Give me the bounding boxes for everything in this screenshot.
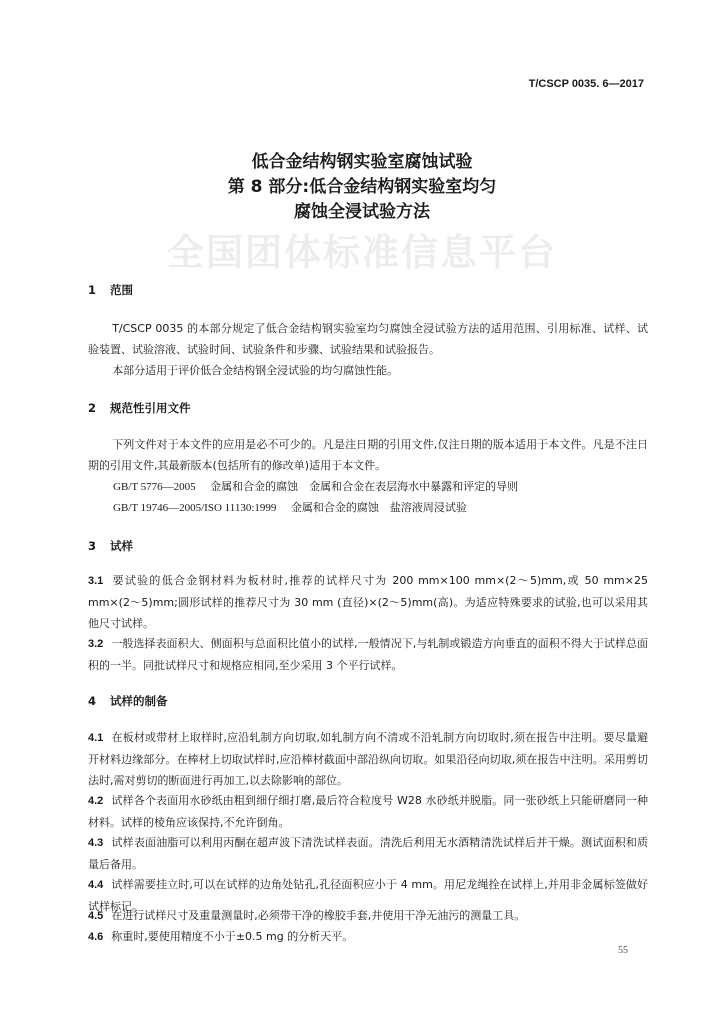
- clause-number: 3.1: [88, 575, 104, 587]
- section-number: 3: [88, 539, 97, 553]
- clause-4-2: [88, 790, 648, 833]
- reference-code: GB/T 19746—2005/ISO 11130:1999: [113, 502, 277, 514]
- section-1-paragraph-1: T/CSCP 0035 的本部分规定了低合金结构钢实验室均匀腐蚀全浸试验方法的适用范围、引用标准、试样、试验装置、试验溶液、试验时间、试验条件和步骤、试验结果和试验报告。: [88, 322, 648, 356]
- section-number: 2: [88, 401, 97, 415]
- clause-4-5: [88, 905, 648, 927]
- reference-title: 金属和合金的腐蚀 金属和合金在表层海水中暴露和评定的导则: [210, 480, 519, 493]
- reference-title: 金属和合金的腐蚀 盐溶液周浸试验: [290, 501, 467, 514]
- section-title: 范围: [110, 283, 134, 297]
- clause-text: 在进行试样尺寸及重量测量时,必须带干净的橡胶手套,并使用干净无油污的测量工具。: [111, 909, 526, 922]
- clause-number: 4.2: [88, 795, 104, 807]
- section-number: 1: [88, 283, 97, 297]
- clause-number: 4.3: [88, 837, 104, 849]
- section-title: 试样的制备: [110, 694, 168, 708]
- standard-code: T/CSCP 0035. 6—2017: [528, 78, 644, 90]
- section-title: 规范性引用文件: [110, 401, 191, 415]
- clause-text: 试样需要挂立时,可以在试样的边角处钻孔,孔径面积应小于 4 mm。用尼龙绳拴在试样上,并用非金属标签做好试样标记。: [88, 878, 648, 913]
- section-1-heading: [88, 282, 133, 298]
- section-1-paragraph-2: 本部分适用于评价低合金结构钢全浸试验的均匀腐蚀性能。: [112, 364, 399, 377]
- title-line-1: 低合金结构钢实验室腐蚀试验: [251, 152, 473, 172]
- document-title: [0, 150, 724, 225]
- clause-4-3: [88, 832, 648, 875]
- watermark: 全国团体标准信息平台: [167, 231, 557, 274]
- clause-text: 要试验的低合金钢材料为板材时,推荐的试样尺寸为 200 mm×100 mm×(2～5)mm,或 50 mm×25 mm×(2～5)mm;圆形试样的推荐尺寸为 30 mm (直径)×(2～5)mm(高)。为适应特殊要求的试验,也可以采用其他尺寸试样。: [88, 574, 648, 630]
- clause-text: 一般选择表面积大、侧面积与总面积比值小的试样,一般情况下,与轧制或锻造方向垂直的面积不得大于试样总面积的一半。同批试样尺寸和规格应相同,至少采用 3 个平行试样。: [88, 637, 648, 672]
- title-line-3: 腐蚀全浸试验方法: [294, 202, 430, 222]
- section-3-heading: [88, 538, 133, 554]
- reference-code: GB/T 5776—2005: [113, 481, 196, 493]
- clause-text: 试样表面油脂可以利用丙酮在超声波下清洗试样表面。清洗后利用无水酒精清洗试样后并干燥。测试面积和质量后备用。: [88, 836, 648, 871]
- clause-text: 在板材或带材上取样时,应沿轧制方向切取,如轧制方向不清或不沿轧制方向切取时,须在报告中注明。要尽量避开材料边缘部分。在棒材上切取试样时,应沿棒材截面中部沿纵向切取。如果沿径向切取,须在报告中注明。采用剪切法时,需对剪切的断面进行再加工,以去除影响的部位。: [88, 731, 648, 787]
- clause-number: 4.6: [88, 931, 104, 943]
- section-2-paragraph-1: 下列文件对于本文件的应用是必不可少的。凡是注日期的引用文件,仅注日期的版本适用于本文件。凡是不注日期的引用文件,其最新版本(包括所有的修改单)适用于本文件。: [88, 438, 648, 472]
- clause-number: 4.4: [88, 879, 104, 891]
- clause-text: 称重时,要使用精度不小于±0.5 mg 的分析天平。: [111, 930, 354, 943]
- clause-number: 3.2: [88, 638, 104, 650]
- page-number: 55: [618, 945, 628, 956]
- section-title: 试样: [110, 539, 134, 553]
- clause-3-1: [88, 570, 648, 634]
- clause-text: 试样各个表面用水砂纸由粗到细仔细打磨,最后符合粒度号 W28 水砂纸并脱脂。同一张砂纸上只能研磨同一种材料。试样的棱角应该保持,不允许倒角。: [88, 794, 648, 829]
- section-2-heading: [88, 400, 191, 416]
- clause-4-1: [88, 727, 648, 791]
- section-number: 4: [88, 694, 97, 708]
- clause-number: 4.5: [88, 910, 104, 922]
- reference-item: [113, 476, 518, 498]
- section-4-heading: [88, 693, 168, 709]
- clause-4-6: [88, 926, 648, 948]
- reference-item: [113, 497, 467, 519]
- title-line-2: 第 8 部分:低合金结构钢实验室均匀: [227, 177, 497, 197]
- clause-number: 4.1: [88, 732, 104, 744]
- clause-3-2: [88, 633, 648, 676]
